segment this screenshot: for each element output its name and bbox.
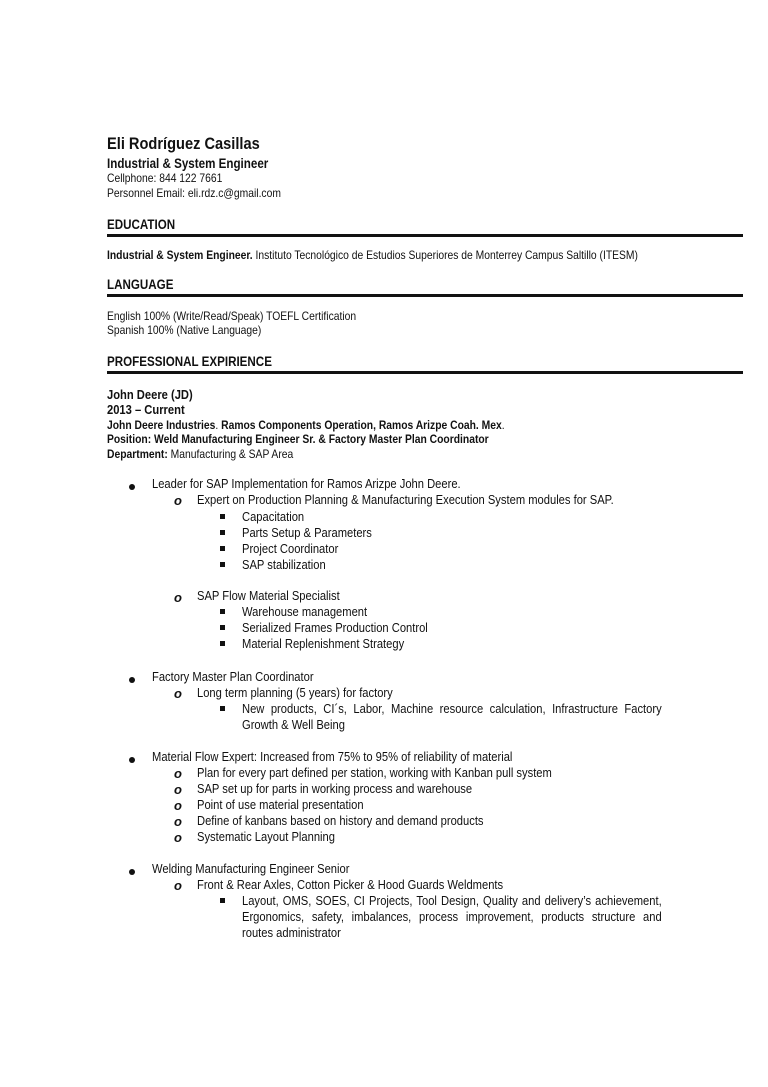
square-bullet-icon <box>220 641 225 646</box>
bullet-icon <box>129 484 135 490</box>
list-item: Project Coordinator <box>242 541 339 556</box>
position: Position: Weld Manufacturing Engineer Sr. & Factory Master Plan Coordinator <box>107 432 489 446</box>
list-item: Capacitation <box>242 509 305 524</box>
square-bullet-icon <box>220 546 225 551</box>
list-item: Long term planning (5 years) for factory <box>197 685 393 700</box>
square-bullet-icon <box>220 706 225 711</box>
bullet-icon <box>129 869 135 875</box>
list-item: SAP Flow Material Specialist <box>197 588 340 603</box>
circle-bullet-icon: o <box>174 798 182 813</box>
square-bullet-icon <box>220 530 225 535</box>
square-bullet-icon <box>220 609 225 614</box>
circle-bullet-icon: o <box>174 686 182 701</box>
list-item: SAP set up for parts in working process and warehouse <box>197 781 473 796</box>
circle-bullet-icon: o <box>174 814 182 829</box>
organization: John Deere Industries. Ramos Components Operation, Ramos Arizpe Coah. Mex. <box>107 418 505 432</box>
list-item: Systematic Layout Planning <box>197 829 335 844</box>
cellphone: Cellphone: 844 122 7661 <box>107 171 223 185</box>
employment-period: 2013 – Current <box>107 402 185 417</box>
candidate-name: Eli Rodríguez Casillas <box>107 134 260 153</box>
company-name: John Deere (JD) <box>107 387 193 402</box>
square-bullet-icon <box>220 514 225 519</box>
education-entry <box>107 248 724 262</box>
email: Personnel Email: eli.rdz.c@gmail.com <box>107 186 281 200</box>
list-item: Leader for SAP Implementation for Ramos Arizpe John Deere. <box>152 476 461 491</box>
list-item: Material Replenishment Strategy <box>242 636 405 651</box>
square-bullet-icon <box>220 898 225 903</box>
list-item: Expert on Production Planning & Manufacturing Execution System modules for SAP. <box>197 492 614 507</box>
list-item: SAP stabilization <box>242 557 326 572</box>
list-item: Welding Manufacturing Engineer Senior <box>152 861 350 876</box>
language-divider <box>107 294 743 297</box>
experience-heading: PROFESSIONAL EXPIRIENCE <box>107 354 272 369</box>
education-degree: Industrial & System Engineer. <box>107 248 253 262</box>
list-item: Point of use material presentation <box>197 797 364 812</box>
candidate-title: Industrial & System Engineer <box>107 156 269 171</box>
circle-bullet-icon: o <box>174 830 182 845</box>
department: Department: Manufacturing & SAP Area <box>107 447 294 461</box>
circle-bullet-icon: o <box>174 590 182 605</box>
list-item: Plan for every part defined per station, working with Kanban pull system <box>197 765 552 780</box>
circle-bullet-icon: o <box>174 878 182 893</box>
list-item: Define of kanbans based on history and demand products <box>197 813 484 828</box>
list-item: Material Flow Expert: Increased from 75% to 95% of reliability of material <box>152 749 513 764</box>
education-divider <box>107 234 743 237</box>
list-item: Serialized Frames Production Control <box>242 620 428 635</box>
list-item: Parts Setup & Parameters <box>242 525 372 540</box>
circle-bullet-icon: o <box>174 766 182 781</box>
language-heading: LANGUAGE <box>107 277 174 292</box>
language-spanish: Spanish 100% (Native Language) <box>107 323 262 337</box>
list-item: Warehouse management <box>242 604 368 619</box>
experience-divider <box>107 371 743 374</box>
bullet-icon <box>129 757 135 763</box>
education-school: Instituto Tecnológico de Estudios Superiores de Monterrey Campus Saltillo (ITESM) <box>252 248 638 262</box>
list-item: New products, CI´s, Labor, Machine resource calculation, Infrastructure Factory Growth & Well Being <box>242 701 662 732</box>
list-item: Front & Rear Axles, Cotton Picker & Hood Guards Weldments <box>197 877 504 892</box>
circle-bullet-icon: o <box>174 493 182 508</box>
square-bullet-icon <box>220 625 225 630</box>
list-item: Factory Master Plan Coordinator <box>152 669 314 684</box>
square-bullet-icon <box>220 562 225 567</box>
circle-bullet-icon: o <box>174 782 182 797</box>
bullet-icon <box>129 677 135 683</box>
education-heading: EDUCATION <box>107 217 176 232</box>
language-english: English 100% (Write/Read/Speak) TOEFL Certification <box>107 309 357 323</box>
list-item: Layout, OMS, SOES, CI Projects, Tool Design, Quality and delivery’s achievement, Ergonomics, safety, imbalances, process improvement, products structure and routes administrator <box>242 893 662 940</box>
